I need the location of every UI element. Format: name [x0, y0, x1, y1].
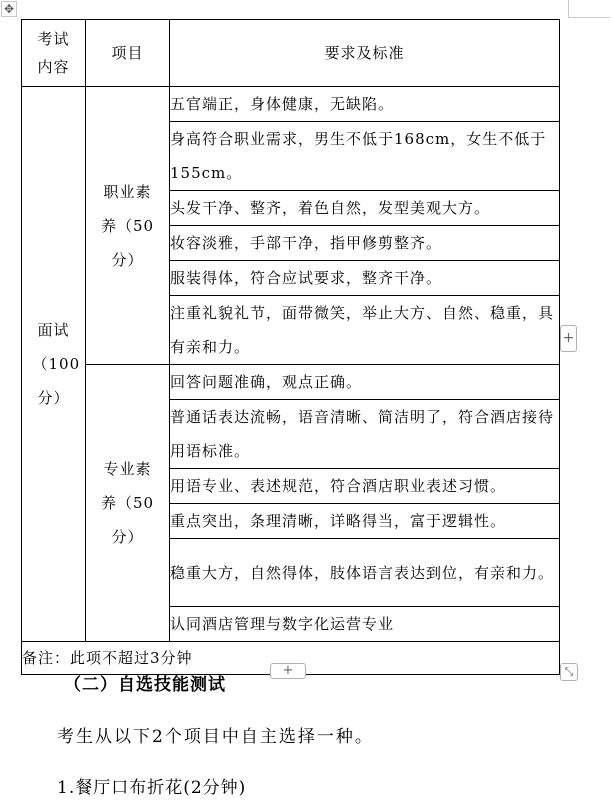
requirement-cell: 用语专业、表述规范，符合酒店职业表述习惯。 — [170, 469, 560, 504]
header-requirement: 要求及标准 — [170, 20, 560, 87]
table-note: 备注：此项不超过3分钟 — [22, 642, 560, 675]
add-row-button[interactable]: + — [270, 663, 306, 679]
table-row — [22, 365, 560, 400]
add-column-button[interactable]: + — [560, 325, 577, 352]
table-header-row — [22, 20, 560, 87]
requirements-table — [21, 19, 560, 675]
requirement-cell: 注重礼貌礼节，面带微笑，举止大方、自然、稳重，具有亲和力。 — [170, 296, 560, 365]
requirement-cell: 头发干净、整齐，着色自然，发型美观大方。 — [170, 191, 560, 226]
item-cell-professional-quality: 职业素养（50分） — [86, 87, 170, 365]
item-cell-specialty-quality: 专业素养（50分） — [86, 365, 170, 642]
header-item: 项目 — [86, 20, 170, 87]
page-corner-marker — [568, 0, 610, 18]
table-row — [22, 87, 560, 122]
section-heading: （二）自选技能测试 — [64, 675, 226, 695]
requirement-cell: 认同酒店管理与数字化运营专业 — [170, 607, 560, 642]
table-move-icon[interactable]: ✥ — [1, 1, 17, 17]
category-cell: 面试（100分） — [22, 87, 86, 642]
requirement-cell: 重点突出，条理清晰，详略得当，富于逻辑性。 — [170, 504, 560, 539]
requirement-cell: 服装得体，符合应试要求，整齐干净。 — [170, 261, 560, 296]
requirement-cell: 普通话表达流畅，语音清晰、简洁明了，符合酒店接待用语标准。 — [170, 400, 560, 469]
table-resize-icon[interactable]: ⤡ — [560, 663, 578, 681]
requirement-cell: 身高符合职业需求，男生不低于168cm，女生不低于155cm。 — [170, 122, 560, 191]
list-item: 1.餐厅口布折花(2分钟) — [57, 778, 247, 798]
section-paragraph: 考生从以下2个项目中自主选择一种。 — [57, 727, 374, 747]
requirement-cell: 五官端正，身体健康，无缺陷。 — [170, 87, 560, 122]
header-category: 考试内容 — [22, 20, 86, 87]
requirement-cell: 妆容淡雅，手部干净，指甲修剪整齐。 — [170, 226, 560, 261]
requirement-cell: 回答问题准确，观点正确。 — [170, 365, 560, 400]
requirement-cell: 稳重大方，自然得体，肢体语言表达到位，有亲和力。 — [170, 539, 560, 607]
